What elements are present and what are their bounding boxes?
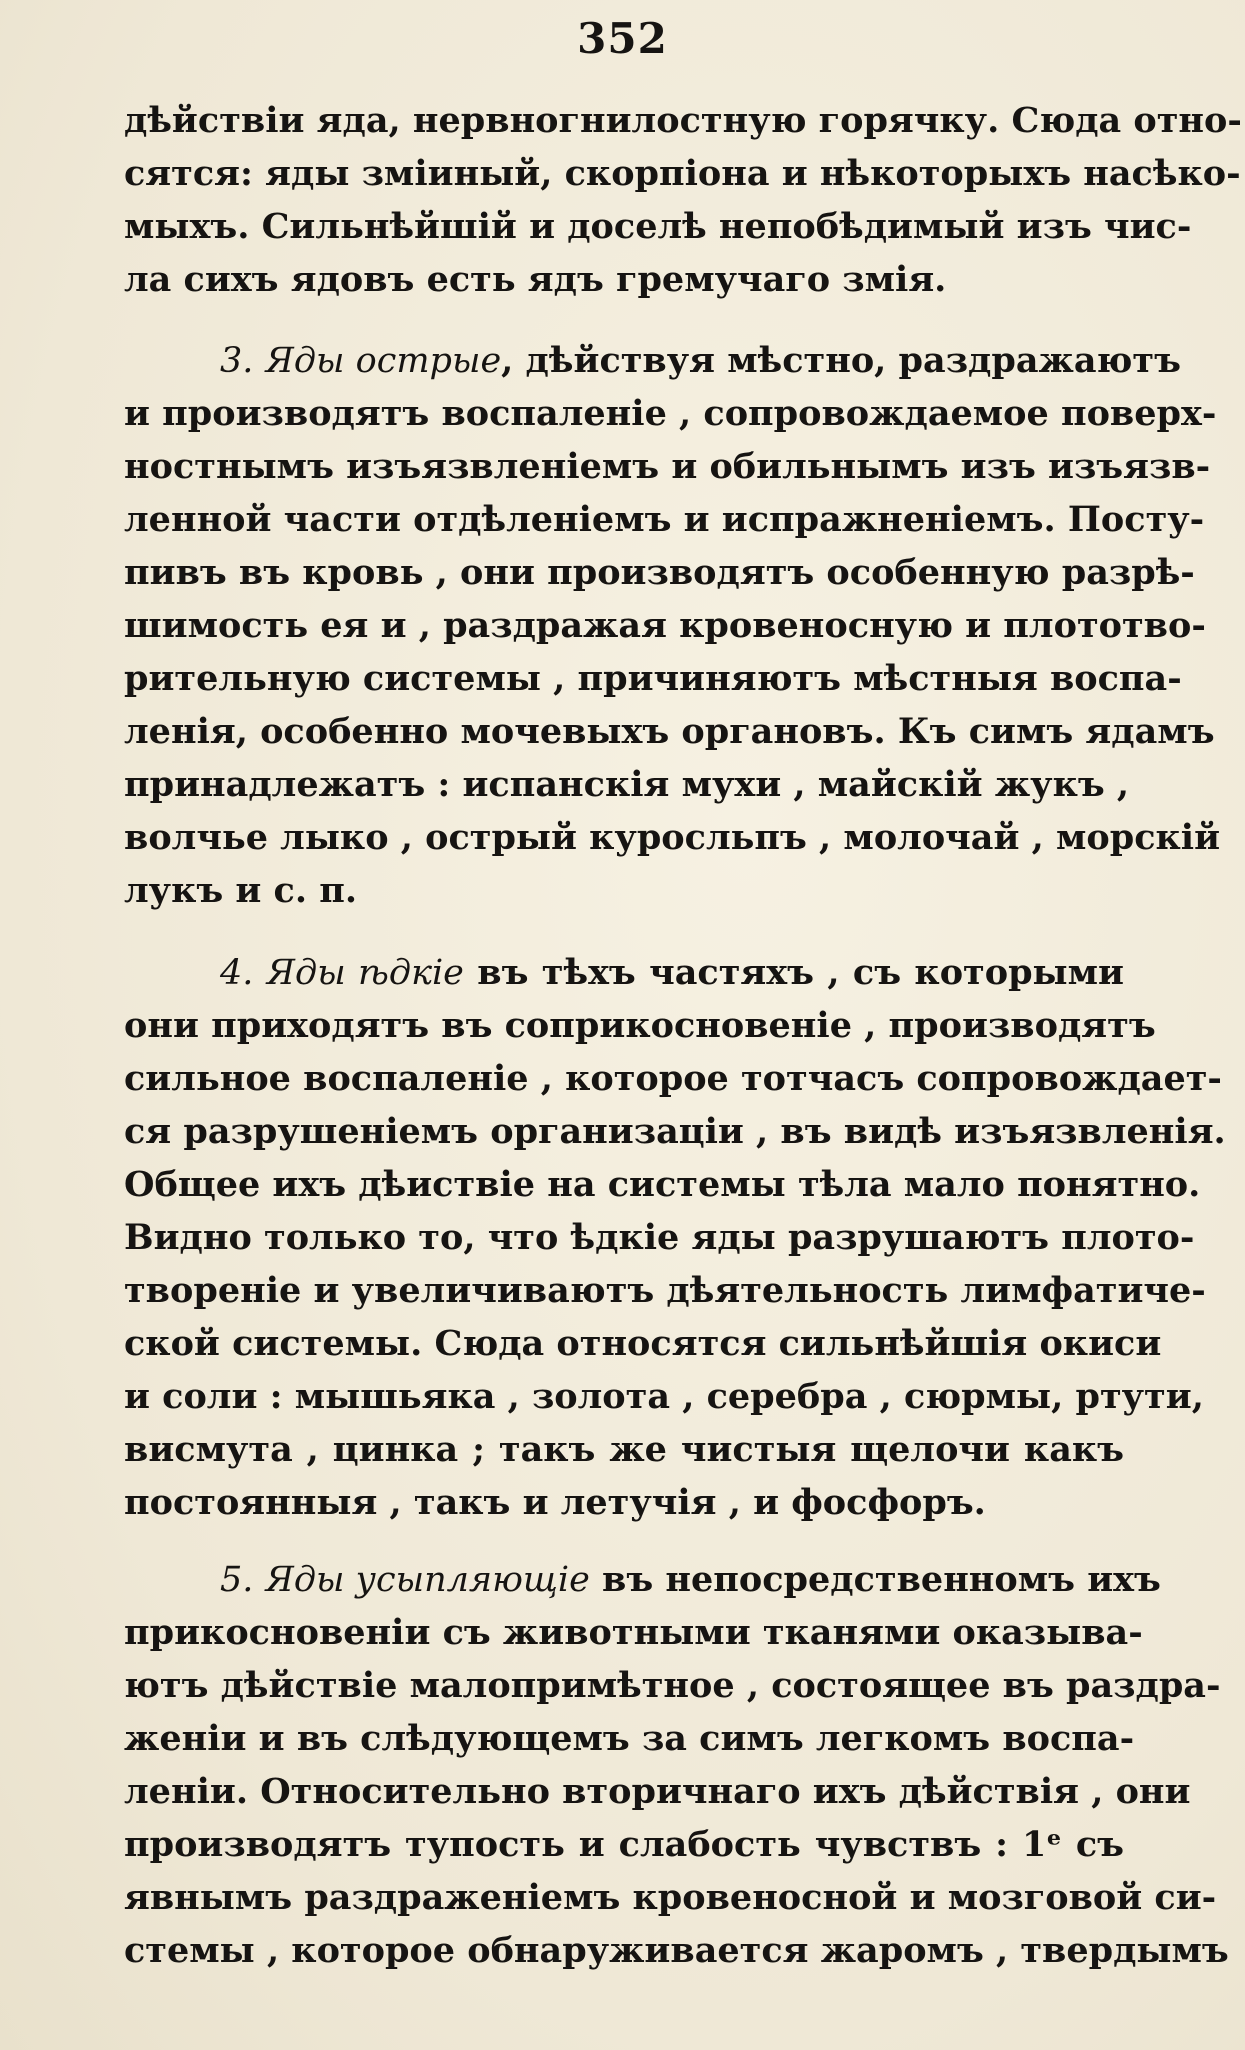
text-line: лукъ и с. п. bbox=[124, 870, 358, 911]
text-line: ютъ дѣйствіе малопримѣтное , состоящее въ раздра- bbox=[124, 1665, 1221, 1706]
text-line: и соли : мышьяка , золота , серебра , сюрмы, ртути, bbox=[124, 1376, 1204, 1417]
text-line: постоянныя , такъ и летучія , и фосфоръ. bbox=[124, 1482, 986, 1523]
text-line: пивъ въ кровь , они производятъ особенную разрѣ- bbox=[124, 552, 1195, 593]
paragraph-corrosive-poisons bbox=[124, 946, 1226, 1529]
paragraph-soporific-poisons bbox=[124, 1553, 1229, 1977]
text-line: производятъ тупость и слабость чувствъ : 1ᵉ съ bbox=[124, 1824, 1124, 1865]
paragraph-number: 5. bbox=[220, 1560, 254, 1600]
paragraph-first-line bbox=[124, 1553, 1161, 1606]
text-line: ла сихъ ядовъ есть ядъ гремучаго змія. bbox=[124, 259, 947, 300]
first-line-text: , дѣйствуя мѣстно, раздражаютъ bbox=[501, 340, 1181, 381]
text-line: шимость ея и , раздражая кровеносную и плототво- bbox=[124, 605, 1206, 646]
text-line: дѣйствіи яда, нервногнилостную горячку. Сюда отно- bbox=[124, 100, 1242, 141]
text-line: принадлежатъ : испанскія мухи , майскій жукъ , bbox=[124, 764, 1130, 805]
text-line: и производятъ воспаленіе , сопровождаемое поверх- bbox=[124, 393, 1217, 434]
text-line: ленной части отдѣленіемъ и испражненіемъ. Посту- bbox=[124, 499, 1205, 540]
text-line: ленія, особенно мочевыхъ органовъ. Къ симъ ядамъ bbox=[124, 711, 1215, 752]
first-line-text: въ тѣхъ частяхъ , съ которыми bbox=[463, 952, 1124, 993]
paragraph-number: 4. bbox=[220, 953, 254, 993]
text-line: ской системы. Сюда относятся сильнѣйшія окиси bbox=[124, 1323, 1162, 1364]
text-line: Видно только то, что ѣдкіе яды разрушаютъ плото- bbox=[124, 1217, 1195, 1258]
first-line-text: въ непосредственномъ ихъ bbox=[589, 1559, 1161, 1600]
section-term: Яды острые bbox=[265, 341, 502, 381]
paragraph-acrid-poisons bbox=[124, 334, 1221, 917]
text-line: явнымъ раздраженіемъ кровеносной и мозговой си- bbox=[124, 1877, 1217, 1918]
text-line: ностнымъ изъязвленіемъ и обильнымъ изъ изъязв- bbox=[124, 446, 1211, 487]
paragraph-continuation bbox=[124, 94, 1242, 306]
text-line: женіи и въ слѣдующемъ за симъ легкомъ воспа- bbox=[124, 1718, 1135, 1759]
text-line: твореніе и увеличиваютъ дѣятельность лимфатиче- bbox=[124, 1270, 1206, 1311]
paragraph-number: 3. bbox=[220, 341, 254, 381]
section-term: Яды усыпляющіе bbox=[265, 1560, 590, 1600]
text-line: мыхъ. Сильнѣйшій и доселѣ непобѣдимый изъ чис- bbox=[124, 206, 1192, 247]
text-line: стемы , которое обнаруживается жаромъ , твердымъ bbox=[124, 1930, 1229, 1971]
page-number: 352 bbox=[577, 14, 668, 63]
text-line: Общее ихъ дѣиствіе на системы тѣла мало понятно. bbox=[124, 1164, 1201, 1205]
text-line: сятся: яды зміиный, скорпіона и нѣкоторыхъ насѣко- bbox=[124, 153, 1241, 194]
text-line: ся разрушеніемъ организаціи , въ видѣ изъязвленія. bbox=[124, 1111, 1226, 1152]
text-line: рительную системы , причиняютъ мѣстныя воспа- bbox=[124, 658, 1182, 699]
section-term: Яды ѣдкіе bbox=[266, 953, 464, 993]
paragraph-first-line bbox=[124, 946, 1124, 999]
text-line: леніи. Относительно вторичнаго ихъ дѣйствія , они bbox=[124, 1771, 1191, 1812]
paragraph-first-line bbox=[124, 334, 1181, 387]
text-line: сильное воспаленіе , которое тотчасъ сопровождает- bbox=[124, 1058, 1222, 1099]
text-line: волчье лыко , острый куросльпъ , молочай , морскій bbox=[124, 817, 1221, 858]
text-line: они приходятъ въ соприкосновеніе , производятъ bbox=[124, 1005, 1156, 1046]
text-line: висмута , цинка ; такъ же чистыя щелочи какъ bbox=[124, 1429, 1124, 1470]
text-line: прикосновеніи съ животными тканями оказыва- bbox=[124, 1612, 1143, 1653]
